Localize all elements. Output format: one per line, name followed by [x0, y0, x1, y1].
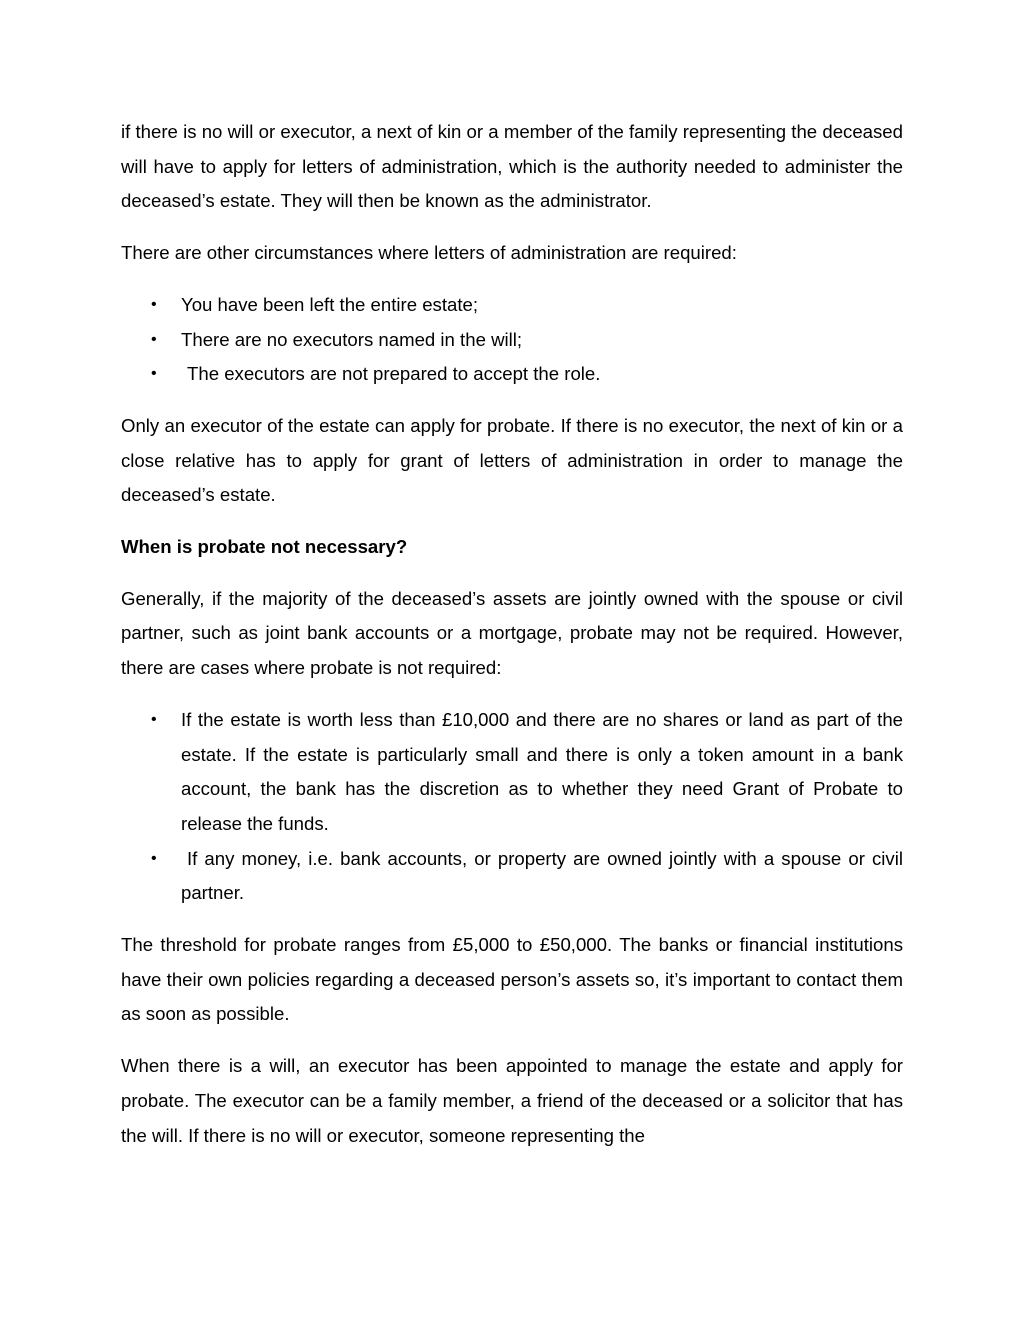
not-required-list	[121, 703, 903, 911]
list-item-text: You have been left the entire estate;	[181, 293, 479, 315]
bullet-icon: •	[151, 330, 157, 348]
bullet-icon: •	[151, 710, 157, 728]
list-item-text: The executors are not prepared to accept the role.	[187, 363, 601, 385]
section-heading: When is probate not necessary?	[121, 536, 408, 558]
list-item	[121, 703, 903, 842]
paragraph-threshold: The threshold for probate ranges from £5,000 to £50,000. The banks or financial institutions have their own policies regarding a deceased person’s assets so, it’s important to contact them as soon as possible.	[121, 934, 903, 1025]
list-item	[121, 288, 903, 323]
list-item-text: If the estate is worth less than £10,000 and there are no shares or land as part of the estate. If the estate is particularly small and there is only a token amount in a bank account, the bank has the discretion as to whether they need Grant of Probate to release the funds.	[181, 708, 903, 834]
list-item	[121, 357, 903, 392]
paragraph-jointly-owned: Generally, if the majority of the deceased’s assets are jointly owned with the spouse or civil partner, such as joint bank accounts or a mortgage, probate may not be required. However, there are cases where probate is not required:	[121, 587, 903, 679]
paragraph-other-circumstances: There are other circumstances where letters of administration are required:	[121, 242, 737, 264]
paragraph-executor-probate: Only an executor of the estate can apply for probate. If there is no executor, the next of kin or a close relative has to apply for grant of letters of administration in order to manage the deceased’s estate.	[121, 414, 903, 506]
bullet-icon: •	[151, 295, 157, 313]
list-item-text: There are no executors named in the will;	[181, 328, 523, 350]
list-item	[121, 323, 903, 358]
list-item	[121, 842, 903, 911]
bullet-icon: •	[151, 365, 157, 383]
paragraph-administration-intro: if there is no will or executor, a next of kin or a member of the family representing the deceased will have to apply for letters of administration, which is the authority needed to administer the deceased’s estate. They will then be known as the administrator.	[121, 121, 903, 212]
circumstances-list	[121, 288, 903, 392]
paragraph-when-will-exists: When there is a will, an executor has been appointed to manage the estate and apply for probate. The executor can be a family member, a friend of the deceased or a solicitor that has the will. If there is no will or executor, someone representing the	[121, 1055, 903, 1146]
document-page	[121, 115, 903, 1170]
list-item-text: If any money, i.e. bank accounts, or property are owned jointly with a spouse or civil partner.	[181, 847, 903, 904]
bullet-icon: •	[151, 849, 157, 867]
